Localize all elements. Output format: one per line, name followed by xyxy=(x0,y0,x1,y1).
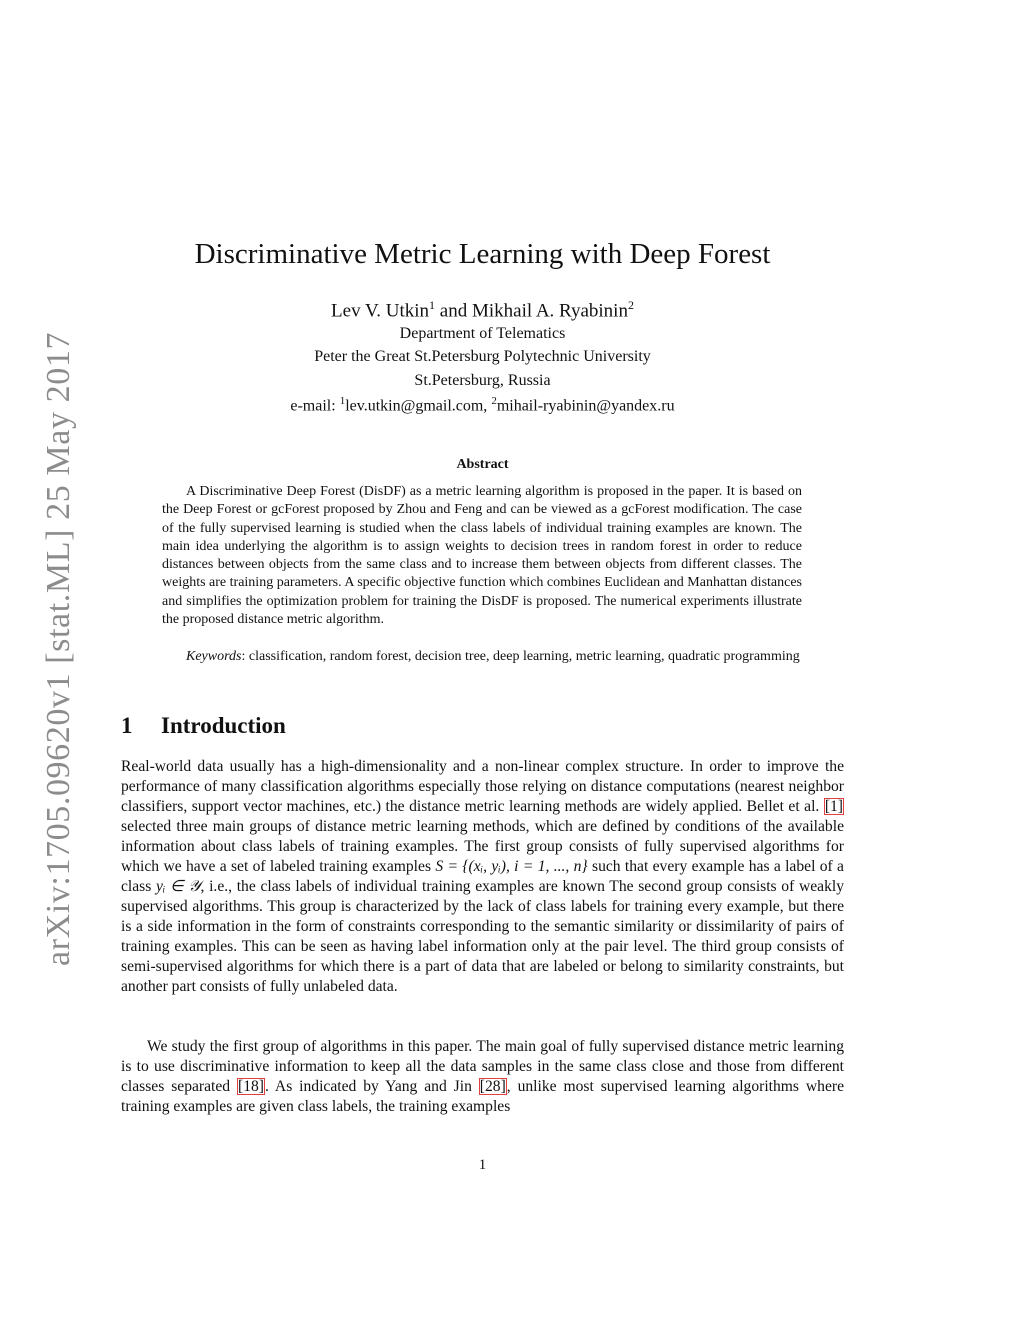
paragraph-text: such that every example has a label of a class xyxy=(121,858,844,895)
paper-title: Discriminative Metric Learning with Deep Forest xyxy=(194,238,771,270)
author-name: Lev V. Utkin xyxy=(331,300,430,322)
citation-link[interactable]: [1] xyxy=(824,798,843,815)
paragraph-text: , i.e., the class labels of individual training examples are known The second group consists of weakly supervised algorithms. This group is characterized by the lack of class labels for training every example, but there is a side information in the form of constraints corresponding to the semantic similarity or dissimilarity of pairs of training examples. This can be seen as having label information only at the pair level. The third group consists of semi-supervised algorithms for which there is a part of data that are labeled or belong to similarity constraints, but another part consists of fully unlabeled data. xyxy=(121,878,844,995)
keywords-label: Keywords xyxy=(186,649,242,664)
email-superscript: 1 xyxy=(339,395,346,407)
page-number: 1 xyxy=(478,1157,487,1173)
affiliation-city: St.Petersburg, Russia xyxy=(414,372,551,389)
author-name: Mikhail A. Ryabinin xyxy=(471,300,628,322)
affiliation-university: Peter the Great St.Petersburg Polytechnic University xyxy=(314,348,651,365)
keywords xyxy=(162,648,802,666)
section-title: Introduction xyxy=(161,713,286,738)
email-address[interactable]: lev.utkin@gmail.com, xyxy=(345,397,492,415)
paragraph-text: . As indicated by Yang and Jin xyxy=(264,1078,479,1095)
body-paragraph xyxy=(121,757,844,997)
math-expression: S = {(xᵢ, yᵢ), i = 1, ..., n} xyxy=(435,858,588,875)
author-line xyxy=(121,298,844,322)
affiliation-email xyxy=(121,395,844,415)
abstract-heading: Abstract xyxy=(456,457,509,472)
citation-link[interactable]: [28] xyxy=(479,1078,506,1095)
section-heading xyxy=(121,713,844,739)
affiliation-department: Department of Telematics xyxy=(399,325,566,342)
paragraph-text: We study the first group of algorithms in this paper. The main goal of fully supervised distance metric learning is to use discriminative information to keep all the data samples in the same class close and those from different classes separated xyxy=(121,1038,844,1095)
email-prefix: e-mail: xyxy=(290,397,340,415)
section-number: 1 xyxy=(121,713,133,738)
keywords-list: : classification, random forest, decision tree, deep learning, metric learning, quadratic programming xyxy=(241,649,800,664)
citation-link[interactable]: [18] xyxy=(238,1078,264,1095)
email-superscript: 2 xyxy=(491,395,497,407)
paragraph-text: selected three main groups of distance metric learning methods, which are defined by conditions of the available information about class labels of training examples. The first group consists of fully supervised algorithms for which we have a set of labeled training examples xyxy=(121,818,844,875)
arxiv-stamp: arXiv:1705.09620v1 [stat.ML] 25 May 2017 xyxy=(40,331,77,966)
author-superscript: 1 xyxy=(429,298,436,312)
paragraph-text: , unlike most supervised learning algorithms where training examples are given class labels, the training examples xyxy=(121,1078,844,1115)
body-paragraph xyxy=(121,1037,844,1117)
abstract-text: A Discriminative Deep Forest (DisDF) as a metric learning algorithm is proposed in the paper. It is based on the Deep Forest or gcForest proposed by Zhou and Feng and can be viewed as a gcForest modification. The case of the fully supervised learning is studied when the class labels of individual training examples are known. The main idea underlying the algorithm is to assign weights to decision trees in random forest in order to reduce distances between objects from the same class and to increase them between objects from different classes. The weights are training parameters. A specific objective function which combines Euclidean and Manhattan distances and simplifies the optimization problem for training the DisDF is proposed. The numerical experiments illustrate the proposed distance metric algorithm. xyxy=(162,484,802,628)
paragraph-text: Real-world data usually has a high-dimensionality and a non-linear complex structure. In order to improve the performance of many classification algorithms especially those relying on distance computations (nearest neighbor classifiers, support vector machines, etc.) the distance metric learning methods are widely applied. Bellet et al. xyxy=(121,758,844,815)
author-superscript: 2 xyxy=(627,298,634,312)
email-address[interactable]: mihail-ryabinin@yandex.ru xyxy=(496,397,675,415)
author-conjunction: and xyxy=(435,300,472,322)
math-expression: yᵢ ∈ 𝒴 xyxy=(155,878,201,895)
